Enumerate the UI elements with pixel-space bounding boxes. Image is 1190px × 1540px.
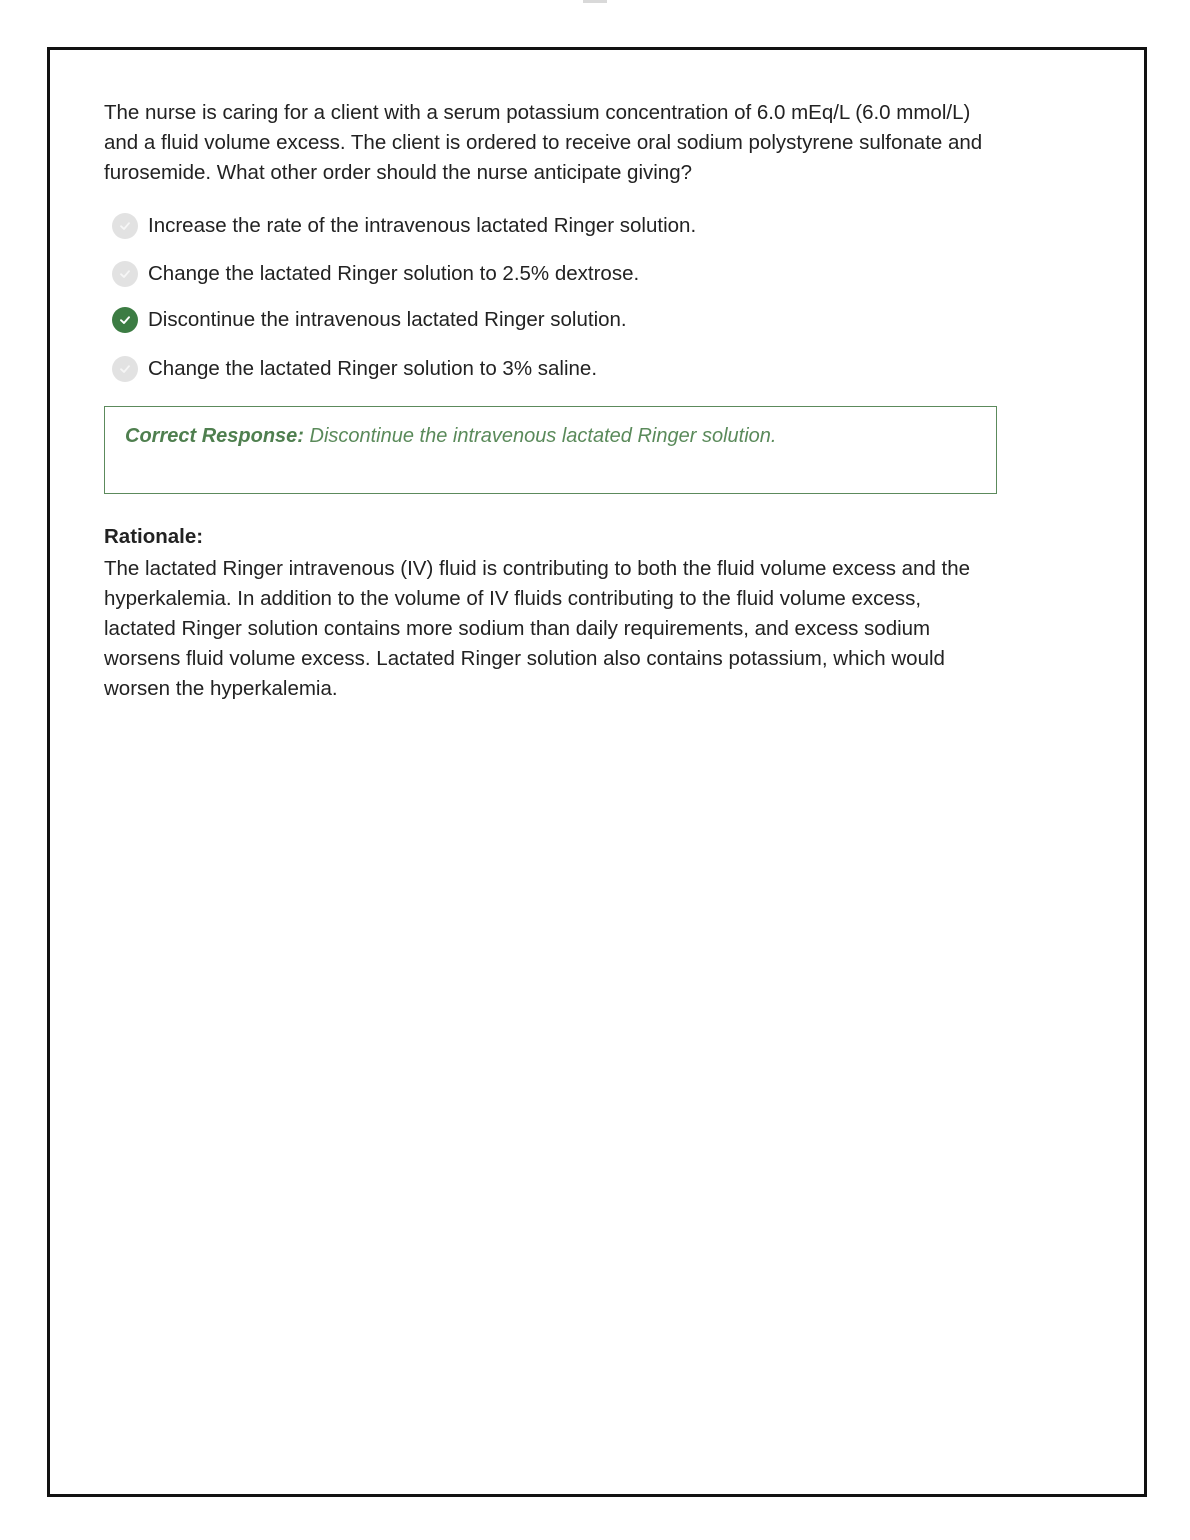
answer-option-label: Change the lactated Ringer solution to 2.5% dextrose. <box>148 262 640 285</box>
answer-option-label: Increase the rate of the intravenous lactated Ringer solution. <box>148 214 697 237</box>
answer-option-label: Change the lactated Ringer solution to 3% saline. <box>148 357 598 380</box>
correct-response-text: Discontinue the intravenous lactated Ringer solution. <box>303 425 777 447</box>
question-text: The nurse is caring for a client with a serum potassium concentration of 6.0 mEq/L (6.0 mmol/L) and a fluid volume excess. The client is ordered to receive oral sodium polystyrene sulfonate and furosemide. What other order should the nurse anticipate giving? <box>104 101 983 184</box>
answer-option-2[interactable] <box>104 260 997 288</box>
rationale-text: The lactated Ringer intravenous (IV) fluid is contributing to both the fluid volume excess and the hyperkalemia. In addition to the volume of IV fluids contributing to the fluid volume excess, lactated Ringer solution contains more sodium than daily requirements, and excess sodium worsens fluid volume excess. Lactated Ringer solution also contains potassium, which would worsen the hyperkalemia. <box>104 557 971 700</box>
answer-option-1[interactable] <box>104 212 997 240</box>
answer-option-label: Discontinue the intravenous lactated Ringer solution. <box>148 308 627 331</box>
top-mark <box>583 0 607 3</box>
answer-option-3[interactable] <box>104 306 997 334</box>
check-circle-icon[interactable] <box>112 261 138 287</box>
check-circle-selected-icon[interactable] <box>112 307 138 333</box>
answer-options <box>104 212 997 383</box>
check-circle-icon[interactable] <box>112 356 138 382</box>
correct-response-box <box>104 406 997 494</box>
rationale-title: Rationale: <box>104 525 204 548</box>
question-content <box>104 98 997 704</box>
answer-option-4[interactable] <box>104 355 997 383</box>
check-circle-icon[interactable] <box>112 213 138 239</box>
correct-response-heading: Correct Response: <box>125 425 304 447</box>
